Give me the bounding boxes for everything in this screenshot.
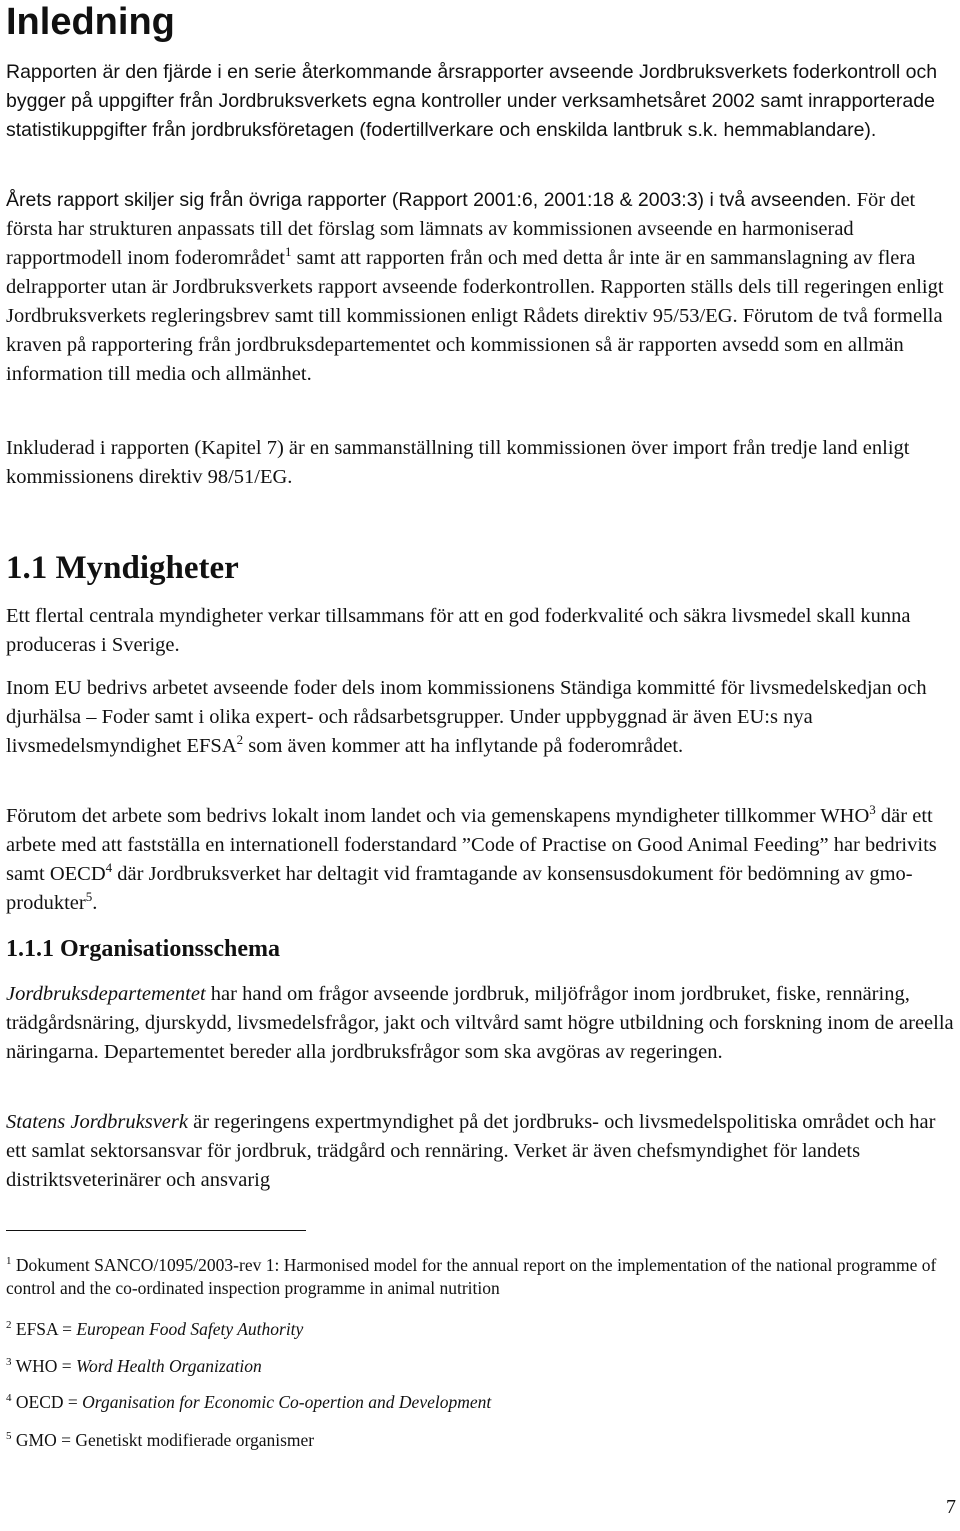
footnote-number: 1 (6, 1255, 12, 1268)
agency-name: Statens Jordbruksverk (6, 1111, 188, 1133)
intro-paragraph-1: Rapporten är den fjärde i en serie återkommande årsrapporter avseende Jordbruksverkets foderkontroll och bygger på uppgifter från Jordbruksverkets egna kontroller under verksamhetsåret 2002 samt inrapporterade statistikuppgifter från jordbruksföretagen (fodertillverkare och enskilda lantbruk s.k. hemmablandare). (6, 61, 938, 141)
section-1-1-paragraph-2 (6, 674, 960, 761)
section-heading-1-1: 1.1 Myndigheter (6, 550, 239, 586)
section-1-1-paragraph-2-b: som även kommer att ha inflytande på foderområdet. (243, 735, 684, 757)
footnote-italic: Organisation for Economic Co-opertion and Development (82, 1392, 492, 1412)
footnote-3 (6, 1355, 960, 1378)
footnote-2 (6, 1318, 960, 1341)
footnote-italic: Word Health Organization (75, 1356, 262, 1376)
footnote-text: GMO = Genetiskt modifierade organismer (15, 1430, 315, 1450)
footnote-number: 3 (6, 1356, 12, 1369)
page-number: 7 (946, 1496, 956, 1518)
section-1-1-1-paragraph-2-rest: är regeringens expertmyndighet på det jordbruks- och livsmedelspolitiska området och har ett samlat sektorsansvar för jordbruk, trädgård och rennäring. Verket är även chefsmyndighet för landets distriktsveterinärer och ansvarig (6, 1111, 936, 1191)
intro-paragraph-2-a: För det första har strukturen anpassats till det förslag som lämnats av kommissionen avseende en harmoniserad rapportmodell inom foderområdet (6, 189, 916, 269)
footnote-text: EFSA = (15, 1319, 77, 1339)
intro-paragraph-2-sans: Årets rapport skiljer sig från övriga rapporter (Rapport 2001:6, 2001:18 & 2003:3) i två avseenden. (6, 189, 852, 211)
section-1-1-paragraph-2-a: Inom EU bedrivs arbetet avseende foder dels inom kommissionens Ständiga kommitté för livsmedelskedjan och djurhälsa – Foder samt i olika expert- och rådsarbetsgrupper. Under uppbyggnad är även EU:s nya livsmedelsmyndighet EFSA (6, 677, 927, 757)
footnote-number: 5 (6, 1430, 12, 1443)
footnote-ref-2: 2 (236, 732, 244, 748)
page-title: Inledning (6, 1, 175, 43)
footnote-divider (6, 1230, 306, 1231)
section-1-1-paragraph-1: Ett flertal centrala myndigheter verkar tillsammans för att en god foderkvalité och säkra livsmedel skall kunna produceras i Sverige. (6, 605, 911, 656)
section-1-1-1-paragraph-1 (6, 980, 960, 1067)
section-1-1-paragraph-3-d: . (92, 892, 98, 914)
section-1-1-paragraph-3-a: Förutom det arbete som bedrivs lokalt inom landet och via gemenskapens myndigheter tillkommer WHO (6, 805, 870, 827)
footnote-ref-5: 5 (85, 889, 93, 905)
section-1-1-paragraph-3-c: där Jordbruksverket har deltagit vid framtagande av konsensusdokument för bedömning av gmo-produkter (6, 863, 913, 914)
footnote-number: 4 (6, 1392, 12, 1405)
footnote-ref-3: 3 (869, 802, 876, 818)
section-heading-1-1-1: 1.1.1 Organisationsschema (6, 936, 281, 962)
footnote-text: Dokument SANCO/1095/2003-rev 1: Harmonised model for the annual report on the implementation of the national programme of control and the co-ordinated inspection programme in animal nutrition (6, 1255, 937, 1298)
intro-paragraph-3: Inkluderad i rapporten (Kapitel 7) är en sammanställning till kommissionen över import från tredje land enligt kommissionens direktiv 98/51/EG. (6, 437, 910, 488)
ministry-name: Jordbruksdepartementet (6, 983, 206, 1005)
section-1-1-paragraph-3 (6, 802, 960, 918)
footnote-text: OECD = (15, 1392, 83, 1412)
section-1-1-1-paragraph-1-rest: har hand om frågor avseende jordbruk, miljöfrågor inom jordbruket, fiske, rennäring, trädgårdsnäring, djurskydd, livsmedelsfrågor, jakt och viltvård samt högre utbildning och forskning inom de areella näringarna. Departementet bereder alla jordbruksfrågor som ska avgöras av regeringen. (6, 983, 954, 1063)
footnote-4 (6, 1391, 960, 1414)
footnote-number: 2 (6, 1319, 12, 1332)
footnote-italic: European Food Safety Authority (76, 1319, 304, 1339)
footnote-ref-1: 1 (284, 244, 292, 260)
footnote-ref-4: 4 (105, 860, 113, 876)
intro-paragraph-2-c: Rapporten ställs dels till regeringen enligt Jordbruksverkets regleringsbrev samt till kommissionen enligt Rådets direktiv 95/53/EG. Förutom de två formella kraven på rapportering från jordbruksdepartementet och kommissionen så är rapporten avsedd som en allmän information till media och allmänhet. (6, 276, 944, 385)
intro-paragraph-2-b: samt att rapporten från och med detta år inte är en sammanslagning av flera delrapporter utan är Jordbruksverkets rapport avseende foderkontrollen. (6, 247, 916, 298)
footnote-5 (6, 1429, 960, 1452)
footnote-text: WHO = (15, 1356, 76, 1376)
footnote-1 (6, 1254, 960, 1300)
section-1-1-paragraph-3-b: där ett arbete med att fastställa en internationell foderstandard ”Code of Practise on Good Animal Feeding” har bedrivits samt OECD (6, 805, 937, 885)
section-1-1-1-paragraph-2 (6, 1108, 960, 1195)
intro-paragraph-2 (6, 186, 960, 389)
